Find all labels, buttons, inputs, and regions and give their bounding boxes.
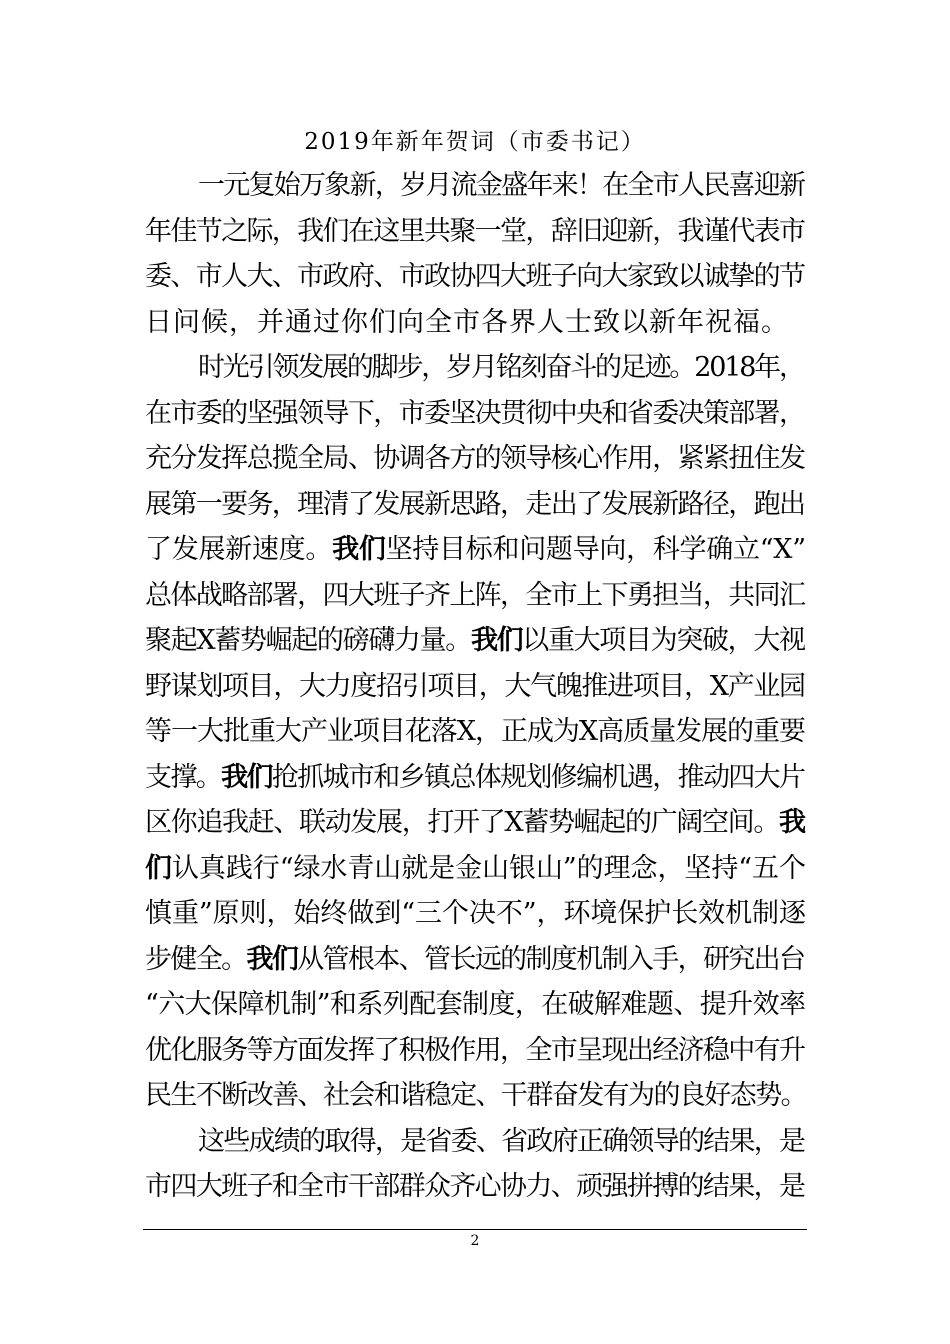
line-text: 抢抓城市和乡镇总体规划修编机遇，推动四大片 bbox=[271, 761, 805, 793]
line-text: 充分发挥总揽全局、协调各方的领导核心作用，紧紧扭住发 bbox=[145, 443, 805, 474]
line-text: 了发展新速度。 bbox=[145, 534, 333, 565]
line-text: 这些成绩的取得，是省委、省政府正确领导的结果，是 bbox=[198, 1125, 805, 1157]
footer-divider bbox=[143, 1229, 807, 1230]
emphasis-text: 我们 bbox=[221, 761, 272, 793]
line-text: 步健全。 bbox=[145, 943, 247, 975]
text-line bbox=[145, 530, 806, 570]
text-line bbox=[145, 1076, 806, 1116]
text-line bbox=[145, 712, 805, 752]
line-text: 日问候，并通过你们向全市各界人士致以新年祝福。 bbox=[145, 306, 789, 338]
line-text: “六大保障机制”和系列配套制度，在破解难题、提升效率 bbox=[145, 989, 806, 1020]
line-text: 年佳节之际，我们在这里共聚一堂，辞旧迎新，我谨代表市 bbox=[145, 215, 805, 247]
line-text: 聚起X蓄势崛起的磅礴力量。 bbox=[145, 625, 471, 656]
text-line bbox=[145, 576, 804, 616]
line-text: 在市委的坚强领导下，市委坚决贯彻中央和省委决策部署， bbox=[145, 397, 805, 429]
emphasis-text: 我们 bbox=[332, 534, 386, 565]
text-line bbox=[145, 303, 789, 343]
line-text: 一元复始万象新，岁月流金盛年来！在全市人民喜迎新 bbox=[198, 170, 805, 201]
line-text: 民生不断改善、社会和谐稳定、干群奋发有为的良好态势。 bbox=[145, 1080, 806, 1111]
text-line bbox=[198, 1122, 804, 1162]
emphasis-text: 我们 bbox=[470, 625, 523, 656]
text-line bbox=[198, 166, 804, 206]
emphasis-text: 我们 bbox=[246, 943, 298, 975]
text-line bbox=[145, 758, 804, 798]
text-line bbox=[145, 940, 804, 980]
line-text: 优化服务等方面发挥了积极作用，全市呈现出经济稳中有升 bbox=[145, 1034, 805, 1066]
line-text: 认真践行“绿水青山就是金山银山”的理念，坚持“五个 bbox=[171, 852, 806, 884]
emphasis-text: 们 bbox=[145, 852, 172, 884]
line-text: 展第一要务，理清了发展新思路，走出了发展新路径，跑出 bbox=[145, 488, 805, 520]
line-text: 以重大项目为突破，大视 bbox=[522, 625, 805, 656]
text-line bbox=[145, 394, 804, 434]
text-line bbox=[145, 1031, 804, 1071]
line-text: 支撑。 bbox=[145, 761, 222, 793]
text-line bbox=[145, 894, 806, 934]
line-text: 坚持目标和问题导向，科学确立“X” bbox=[385, 534, 806, 565]
text-line bbox=[145, 212, 804, 252]
line-text: 时光引领发展的脚步，岁月铭刻奋斗的足迹。2018年， bbox=[198, 352, 804, 383]
text-line bbox=[145, 485, 804, 525]
text-line bbox=[145, 1167, 804, 1207]
text-line bbox=[145, 439, 804, 479]
page-title: 2019年新年贺词（市委书记） bbox=[304, 129, 646, 155]
text-line bbox=[145, 667, 805, 707]
line-text: 等一大批重大产业项目花落X，正成为X高质量发展的重要 bbox=[145, 716, 805, 747]
line-text: 从管根本、管长远的制度机制入手，研究出台 bbox=[297, 943, 805, 975]
line-text: 委、市人大、市政府、市政协四大班子向大家致以诚挚的节 bbox=[145, 261, 805, 292]
text-line bbox=[145, 621, 805, 661]
page-number: 2 bbox=[470, 1233, 480, 1249]
text-line bbox=[145, 803, 805, 843]
text-line bbox=[145, 257, 804, 297]
emphasis-text: 我 bbox=[779, 807, 805, 838]
line-text: 市四大班子和全市干部群众齐心协力、顽强拼搏的结果，是 bbox=[145, 1171, 805, 1202]
text-line bbox=[145, 985, 805, 1025]
line-text: 慎重”原则，始终做到“三个决不”，环境保护长效机制逐 bbox=[145, 898, 806, 929]
text-line bbox=[198, 348, 804, 388]
line-text: 区你追我赶、联动发展，打开了X蓄势崛起的广阔空间。 bbox=[145, 807, 779, 838]
line-text: 总体战略部署，四大班子齐上阵，全市上下勇担当，共同汇 bbox=[145, 579, 805, 611]
text-line bbox=[145, 849, 806, 889]
line-text: 野谋划项目，大力度招引项目，大气魄推进项目，X产业园 bbox=[145, 670, 805, 702]
